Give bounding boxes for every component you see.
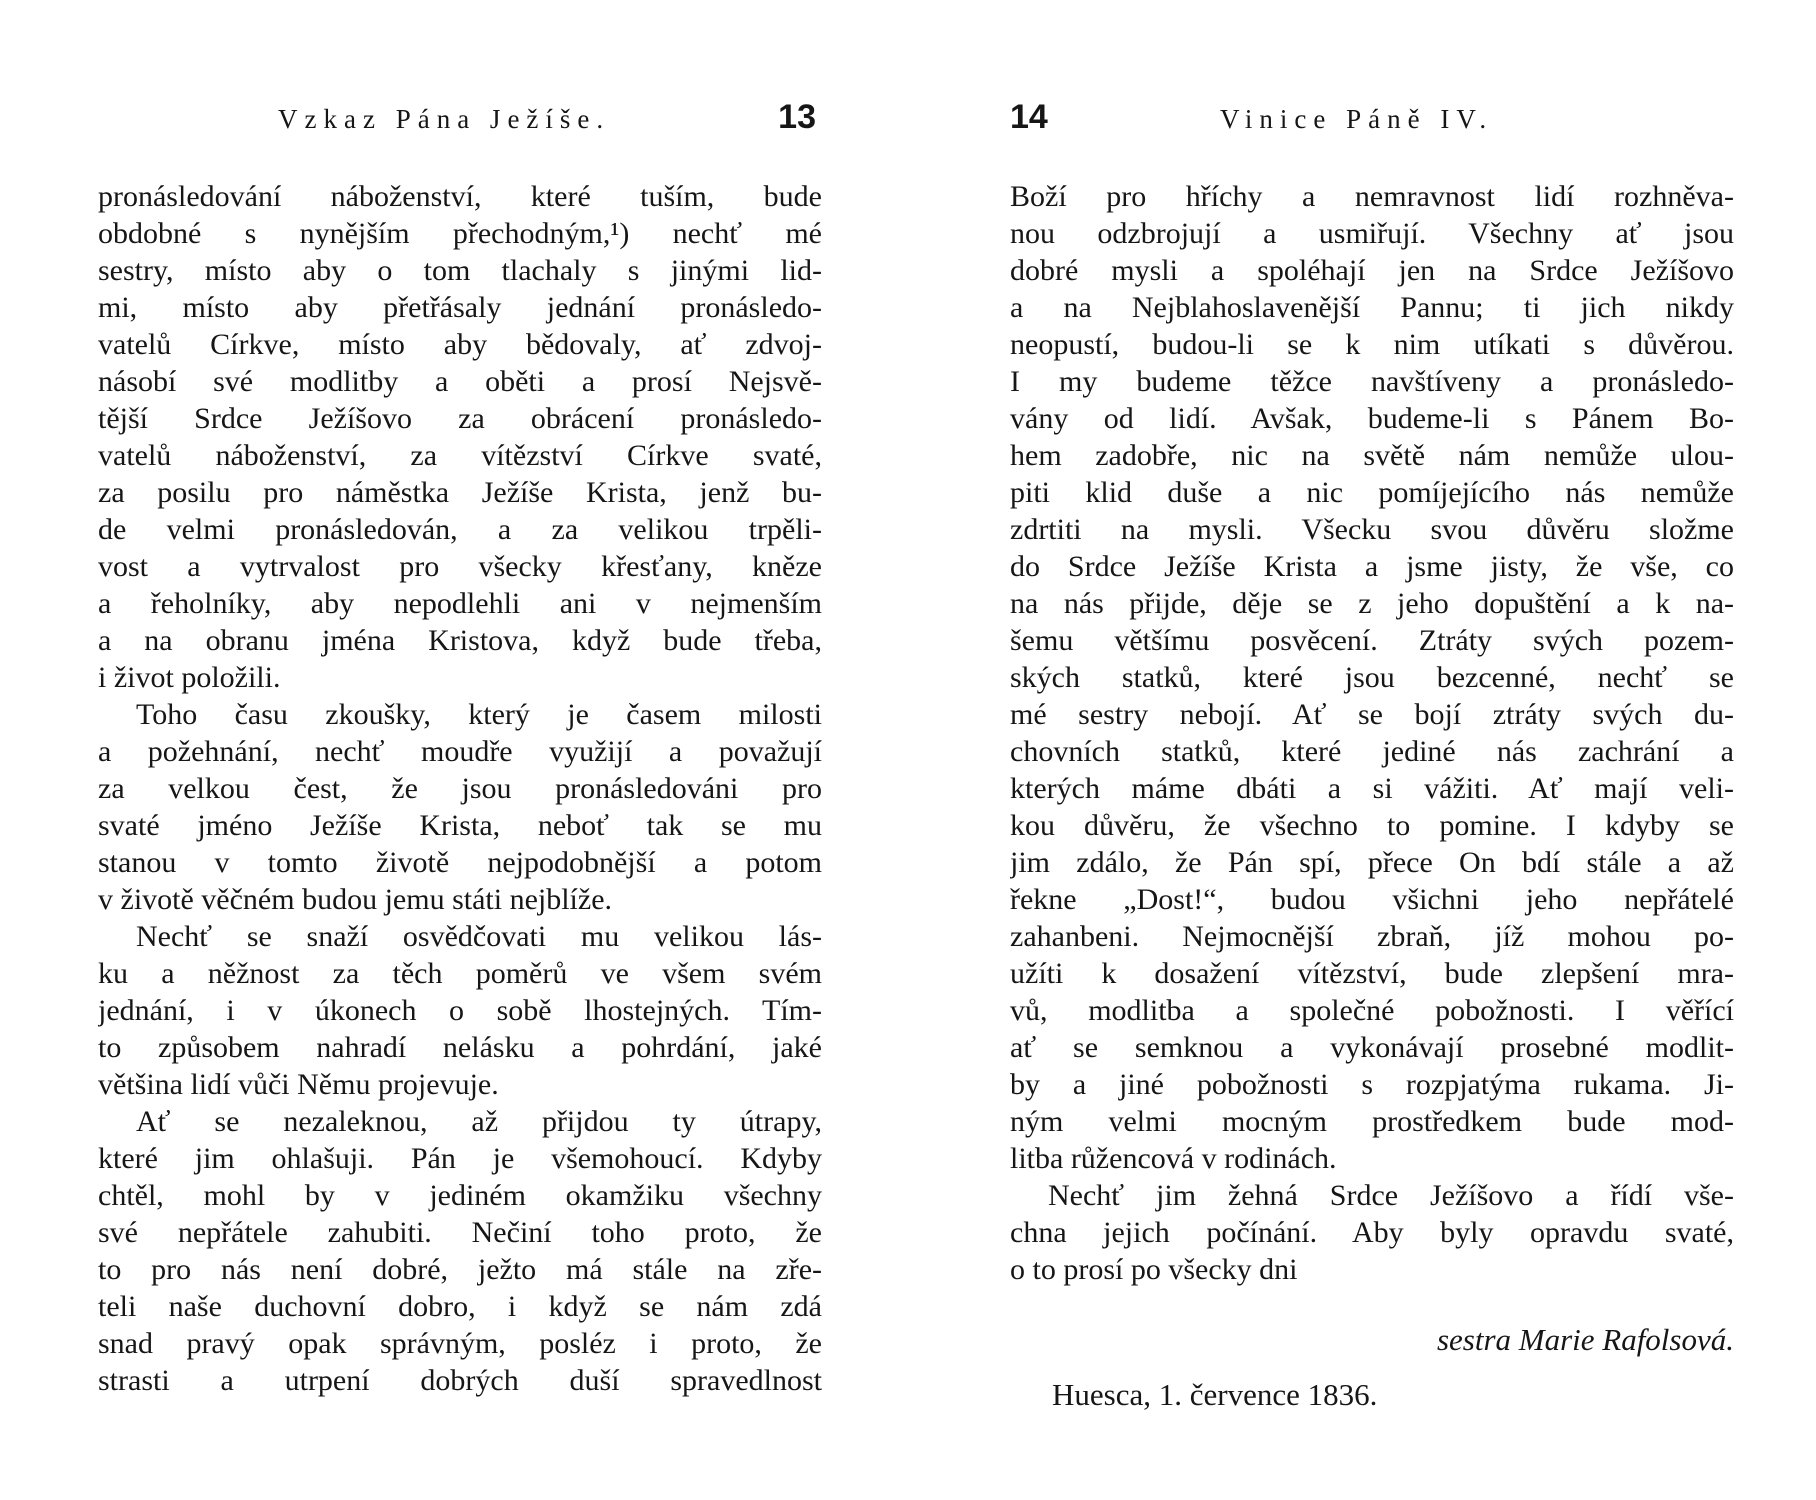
right-page-number: 14 bbox=[1010, 98, 1048, 136]
text-line: ať se semknou a vykonávají prosebné modlit- bbox=[1010, 1031, 1734, 1064]
text-line: tější Srdce Ježíšovo za obrácení pronásledo- bbox=[98, 402, 822, 435]
text-line: za velkou čest, že jsou pronásledováni pro bbox=[98, 772, 822, 805]
right-text-block bbox=[1010, 178, 1734, 1288]
text-line: a požehnání, nechť moudře využijí a považují bbox=[98, 735, 822, 768]
text-line: ným velmi mocným prostředkem bude mod- bbox=[1010, 1105, 1734, 1138]
text-line: chovních statků, které jediné nás zachrání a bbox=[1010, 735, 1734, 768]
text-line: svaté jméno Ježíše Krista, neboť tak se mu bbox=[98, 809, 822, 842]
text-line: teli naše duchovní dobro, i když se nám zdá bbox=[98, 1290, 822, 1323]
text-line: zdrtiti na mysli. Všecku svou důvěru složme bbox=[1010, 513, 1734, 546]
text-line: chtěl, mohl by v jediném okamžiku všechny bbox=[98, 1179, 822, 1212]
text-line: zahanbeni. Nejmocnější zbraň, jíž mohou po- bbox=[1010, 920, 1734, 953]
text-line: sestry, místo aby o tom tlachaly s jinými lid- bbox=[98, 254, 822, 287]
text-line: jim zdálo, že Pán spí, přece On bdí stále a až bbox=[1010, 846, 1734, 879]
text-line: by a jiné pobožnosti s rozpjatýma rukama. Ji- bbox=[1010, 1068, 1734, 1101]
text-line: vatelů náboženství, za vítězství Církve svaté, bbox=[98, 439, 822, 472]
text-line: kou důvěru, že všechno to pomine. I kdyby se bbox=[1010, 809, 1734, 842]
text-line: jednání, i v úkonech o sobě lhostejných. Tím- bbox=[98, 994, 822, 1027]
left-running-head bbox=[98, 98, 822, 142]
text-line: většina lidí vůči Němu projevuje. bbox=[98, 1068, 499, 1101]
text-line: a na obranu jména Kristova, když bude třeba, bbox=[98, 624, 822, 657]
text-line: de velmi pronásledován, a za velikou trpěli- bbox=[98, 513, 822, 546]
text-line: Toho času zkoušky, který je časem milosti bbox=[136, 698, 822, 731]
text-line: vost a vytrvalost pro všecky křesťany, kněze bbox=[98, 550, 822, 583]
left-text-block bbox=[98, 178, 822, 1399]
text-line: pronásledování náboženství, které tuším, bude bbox=[98, 180, 822, 213]
text-line: nou odzbrojují a usmiřují. Všechny ať jsou bbox=[1010, 217, 1734, 250]
text-line: piti klid duše a nic pomíjejícího nás nemůže bbox=[1010, 476, 1734, 509]
text-line: to pro nás není dobré, ježto má stále na zře- bbox=[98, 1253, 822, 1286]
left-page-number: 13 bbox=[778, 98, 816, 136]
text-line: I my budeme těžce navštíveny a pronásledo- bbox=[1010, 365, 1734, 398]
place-date: Huesca, 1. července 1836. bbox=[1052, 1377, 1378, 1412]
text-line: za posilu pro náměstka Ježíše Krista, jenž bu- bbox=[98, 476, 822, 509]
left-running-title: Vzkaz Pána Ježíše. bbox=[278, 104, 611, 134]
text-line: své nepřátele zahubiti. Nečiní toho proto, že bbox=[98, 1216, 822, 1249]
text-line: obdobné s nynějším přechodným,¹) nechť mé bbox=[98, 217, 822, 250]
text-line: o to prosí po všecky dni bbox=[1010, 1253, 1298, 1286]
text-line: neopustí, budou-li se k nim utíkati s důvěrou. bbox=[1010, 328, 1734, 361]
text-line: i život položili. bbox=[98, 661, 281, 694]
text-line: na nás přijde, děje se z jeho dopuštění a k na- bbox=[1010, 587, 1734, 620]
text-line: které jim ohlašuji. Pán je všemohoucí. Kdyby bbox=[98, 1142, 822, 1175]
text-line: Ať se nezaleknou, až přijdou ty útrapy, bbox=[136, 1105, 822, 1138]
text-line: chna jejich počínání. Aby byly opravdu svaté, bbox=[1010, 1216, 1734, 1249]
text-line: řekne „Dost!“, budou všichni jeho nepřátelé bbox=[1010, 883, 1734, 916]
right-page bbox=[1010, 0, 1734, 1500]
text-line: hem zadobře, nic na světě nám nemůže ulou- bbox=[1010, 439, 1734, 472]
text-line: ku a něžnost za těch poměrů ve všem svém bbox=[98, 957, 822, 990]
text-line: vatelů Církve, místo aby bědovaly, ať zdvoj- bbox=[98, 328, 822, 361]
text-line: do Srdce Ježíše Krista a jsme jisty, že vše, co bbox=[1010, 550, 1734, 583]
text-line: stanou v tomto životě nejpodobnější a potom bbox=[98, 846, 822, 879]
right-running-head bbox=[1010, 98, 1734, 142]
text-line: mé sestry nebojí. Ať se bojí ztráty svých du- bbox=[1010, 698, 1734, 731]
text-line: Nechť se snaží osvědčovati mu velikou lás- bbox=[136, 920, 822, 953]
text-line: mi, místo aby přetřásaly jednání pronásledo- bbox=[98, 291, 822, 324]
text-line: šemu většímu posvěcení. Ztráty svých pozem- bbox=[1010, 624, 1734, 657]
text-line: Nechť jim žehná Srdce Ježíšovo a řídí vše- bbox=[1048, 1179, 1734, 1212]
text-line: a na Nejblahoslavenější Pannu; ti jich nikdy bbox=[1010, 291, 1734, 324]
text-line: snad pravý opak správným, posléz i proto, že bbox=[98, 1327, 822, 1360]
right-running-title: Vinice Páně IV. bbox=[1220, 104, 1494, 134]
left-page bbox=[98, 0, 822, 1500]
text-line: to způsobem nahradí nelásku a pohrdání, jaké bbox=[98, 1031, 822, 1064]
text-line: ských statků, které jsou bezcenné, nechť se bbox=[1010, 661, 1734, 694]
text-line: vů, modlitba a společné pobožnosti. I věřící bbox=[1010, 994, 1734, 1027]
text-line: Boží pro hříchy a nemravnost lidí rozhněva- bbox=[1010, 180, 1734, 213]
text-line: násobí své modlitby a oběti a prosí Nejsvě- bbox=[98, 365, 822, 398]
text-line: v životě věčném budou jemu státi nejblíže. bbox=[98, 883, 613, 916]
text-line: a řeholníky, aby nepodlehli ani v nejmenším bbox=[98, 587, 822, 620]
text-line: litba růžencová v rodinách. bbox=[1010, 1142, 1337, 1175]
text-line: dobré mysli a spoléhají jen na Srdce Ježíšovo bbox=[1010, 254, 1734, 287]
signature: sestra Marie Rafolsová. bbox=[1436, 1322, 1734, 1357]
text-line: užíti k dosažení vítězství, bude zlepšení mra- bbox=[1010, 957, 1734, 990]
text-line: kterých máme dbáti a si vážiti. Ať mají veli- bbox=[1010, 772, 1734, 805]
text-line: vány od lidí. Avšak, budeme-li s Pánem Bo- bbox=[1010, 402, 1734, 435]
text-line: strasti a utrpení dobrých duší spravedlnost bbox=[98, 1364, 822, 1397]
